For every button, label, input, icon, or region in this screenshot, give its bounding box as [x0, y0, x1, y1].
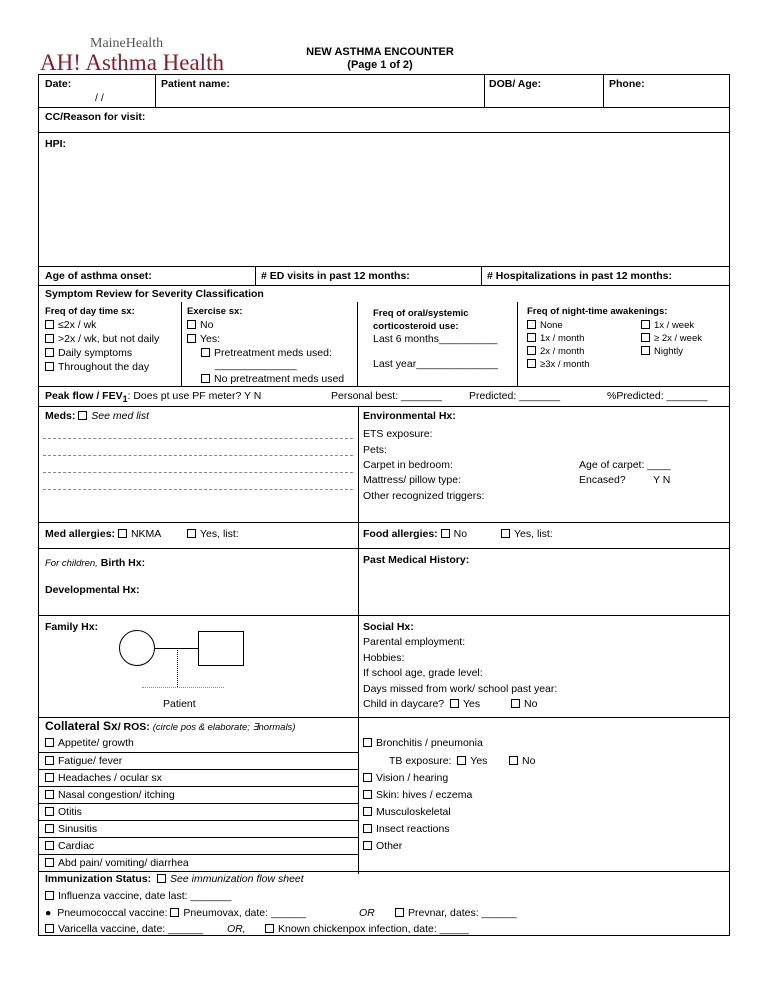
med-allergies[interactable] [45, 528, 161, 541]
oral-title-1: Freq of oral/systemic [373, 308, 469, 319]
ros-item: Otitis [58, 806, 82, 818]
oral-last6[interactable]: Last 6 months__________ [373, 333, 498, 345]
encased-label: Encased? [579, 474, 626, 486]
form-title [300, 46, 460, 72]
predicted[interactable]: Predicted: _______ [469, 390, 561, 402]
checkbox[interactable] [45, 891, 54, 900]
checkbox[interactable] [641, 333, 650, 342]
or-label: OR [359, 907, 375, 919]
checkbox[interactable] [187, 320, 196, 329]
day-option-4[interactable] [45, 361, 149, 374]
checkbox[interactable] [363, 807, 372, 816]
checkbox[interactable] [201, 348, 210, 357]
daycare[interactable] [363, 698, 480, 711]
ros-label: / ROS: [117, 721, 150, 733]
ros-right-3[interactable] [363, 789, 472, 802]
nkma-label: NKMA [130, 528, 162, 540]
ed-visits-label[interactable]: # ED visits in past 12 months: [261, 270, 410, 282]
night-none[interactable] [527, 319, 563, 332]
immun-label: Immunization Status: [45, 873, 152, 885]
night-1x-month[interactable] [527, 332, 584, 345]
or2-label: OR, [227, 923, 246, 935]
pretreatment-label: Pretreatment meds used: [214, 347, 332, 359]
ros-note: (circle pos & elaborate; ∃normals) [152, 722, 296, 733]
tb-exposure[interactable] [389, 755, 487, 768]
peak-label: Peak flow / FEV [45, 390, 123, 402]
checkbox[interactable] [265, 924, 274, 933]
ros-item: Sinusitis [58, 823, 98, 835]
night-label: 2x / month [540, 346, 585, 357]
ros-left-3[interactable] [45, 772, 162, 785]
day-option-label: >2x / wk, but not daily [58, 333, 160, 345]
ros-item: Headaches / ocular sx [58, 772, 162, 784]
night-nightly[interactable] [641, 345, 683, 358]
chickenpox-label: Known chickenpox infection, date: _____ [278, 923, 469, 935]
no-label: No [453, 528, 468, 540]
ros-left-6[interactable] [45, 823, 97, 836]
phone-label[interactable]: Phone: [609, 78, 645, 90]
night-label: 1x / month [540, 333, 585, 344]
ros-left-8[interactable] [45, 857, 189, 870]
ros-left-2[interactable] [45, 755, 122, 768]
day-option-2[interactable] [45, 333, 159, 346]
checkbox[interactable] [45, 824, 54, 833]
ros-item: Appetite/ growth [58, 737, 134, 749]
checkbox[interactable] [187, 529, 196, 538]
ros-item: Vision / hearing [376, 772, 449, 784]
page-number: (Page 1 of 2) [347, 59, 413, 71]
checkbox[interactable] [45, 362, 54, 371]
night-3x-month[interactable] [527, 358, 590, 371]
ros-right-5[interactable] [363, 823, 450, 836]
birth-label: Birth Hx: [100, 557, 146, 569]
checkbox[interactable] [363, 738, 372, 747]
checkbox[interactable] [363, 773, 372, 782]
ros-item: Abd pain/ vomiting/ diarrhea [58, 857, 189, 869]
night-label: None [540, 320, 563, 331]
night-label: Nightly [654, 346, 684, 357]
env-ets[interactable]: ETS exposure: [363, 428, 433, 440]
oral-last-year[interactable]: Last year______________ [373, 358, 498, 370]
patient-name-label[interactable]: Patient name: [161, 78, 230, 90]
env-triggers[interactable]: Other recognized triggers: [363, 490, 485, 502]
checkbox[interactable] [45, 773, 54, 782]
immunization-title [45, 873, 304, 886]
title-text: NEW ASTHMA ENCOUNTER [306, 46, 454, 58]
env-pets[interactable]: Pets: [363, 444, 387, 456]
checkbox[interactable] [363, 824, 372, 833]
meds-label: Meds: [45, 410, 76, 422]
med-allergies-yes[interactable] [187, 528, 239, 541]
chickenpox[interactable] [265, 923, 469, 936]
peak-sub: 1 [122, 394, 128, 405]
ros-left-1[interactable] [45, 737, 134, 750]
food-allergies-yes[interactable] [501, 528, 553, 541]
bullet-icon: ● [45, 907, 58, 919]
night-label: ≥3x / month [540, 359, 590, 370]
checkbox[interactable] [501, 529, 510, 538]
night-2x-week[interactable] [641, 332, 702, 345]
oral-title-2: corticosteroid use: [373, 321, 459, 332]
checkbox[interactable] [201, 374, 210, 383]
daycare-no[interactable] [511, 698, 537, 711]
day-option-label: ≤2x / wk [58, 319, 97, 331]
checkbox[interactable] [45, 334, 54, 343]
symptom-review-title: Symptom Review for Severity Classification [45, 288, 264, 300]
checkbox[interactable] [527, 320, 536, 329]
for-children: For children, [45, 558, 98, 569]
checkbox[interactable] [450, 699, 459, 708]
patient-label: Patient [163, 698, 196, 710]
date-slashes[interactable]: / / [95, 92, 104, 104]
onset-label[interactable]: Age of asthma onset: [45, 270, 152, 282]
encased-yn[interactable]: Y N [653, 474, 671, 486]
past-medical-history[interactable]: Past Medical History: [363, 554, 470, 566]
yes-list-label: Yes, list: [200, 528, 239, 540]
food-allergies-label: Food allergies: [363, 528, 438, 540]
varicella-label: Varicella vaccine, date: ______ [58, 923, 204, 935]
peak-flow-row[interactable] [45, 390, 261, 406]
med-allergies-label: Med allergies: [45, 528, 116, 540]
exercise-yes-label: Yes: [200, 333, 221, 345]
pedigree-male-symbol [198, 631, 244, 666]
ros-item: Bronchitis / pneumonia [376, 737, 483, 749]
hpi-label[interactable]: HPI: [45, 138, 66, 150]
immun-see: See immunization flow sheet [170, 873, 304, 885]
hobbies[interactable]: Hobbies: [363, 652, 405, 664]
env-title: Environmental Hx: [363, 410, 456, 422]
checkbox[interactable] [45, 348, 54, 357]
checkbox[interactable] [641, 320, 650, 329]
pneumovax-label: Pneumovax, date: ______ [183, 907, 307, 919]
org-name: MaineHealth [90, 36, 164, 51]
no-pretreatment-label: No pretreatment meds used [214, 373, 345, 385]
encounter-form [38, 74, 730, 936]
checkbox[interactable] [509, 756, 518, 765]
personal-best[interactable]: Personal best: _______ [331, 390, 442, 402]
no-label: No [522, 755, 536, 767]
ros-item: Nasal congestion/ itching [58, 789, 175, 801]
checkbox[interactable] [45, 807, 54, 816]
carpet-age[interactable]: Age of carpet: ____ [579, 459, 671, 471]
night-label: 1x / week [654, 320, 695, 331]
no-pretreatment[interactable] [201, 373, 344, 386]
date-label: Date: [45, 78, 72, 90]
influenza-vaccine[interactable] [45, 890, 231, 903]
prevnar-label: Prevnar, dates: ______ [408, 907, 517, 919]
flu-label: Influenza vaccine, date last: _______ [58, 890, 232, 902]
yes-label: Yes [462, 698, 481, 710]
checkbox[interactable] [363, 790, 372, 799]
ros-left-4[interactable] [45, 789, 175, 802]
percent-predicted[interactable]: %Predicted: _______ [607, 390, 708, 402]
checkbox[interactable] [45, 790, 54, 799]
family-hx-label[interactable]: Family Hx: [45, 621, 99, 633]
exercise-yes[interactable] [187, 333, 220, 346]
checkbox[interactable] [527, 333, 536, 342]
tb-label: TB exposure: [389, 755, 452, 767]
hospitalizations-label[interactable]: # Hospitalizations in past 12 months: [487, 270, 672, 282]
prevnar[interactable] [395, 907, 517, 920]
peak-question: : Does pt use PF meter? Y N [127, 390, 262, 402]
ros-left-5[interactable] [45, 806, 82, 819]
days-missed[interactable]: Days missed from work/ school past year: [363, 683, 558, 695]
checkbox[interactable] [45, 858, 54, 867]
food-allergies[interactable] [363, 528, 467, 541]
checkbox[interactable] [78, 411, 87, 420]
night-title: Freq of night-time awakenings: [527, 306, 668, 317]
checkbox[interactable] [641, 346, 650, 355]
ros-right-2[interactable] [363, 772, 448, 785]
no-label: No [524, 698, 538, 710]
dob-label[interactable]: DOB/ Age: [489, 78, 542, 90]
pretreatment-line[interactable]: ______________ [215, 359, 297, 371]
tb-no[interactable] [509, 755, 535, 768]
pedigree-female-symbol [119, 630, 155, 666]
checkbox[interactable] [170, 908, 179, 917]
checkbox[interactable] [118, 529, 127, 538]
ros-right-6[interactable] [363, 840, 402, 853]
parental-employment[interactable]: Parental employment: [363, 636, 466, 648]
brand-logo: AH! Asthma Health [40, 50, 224, 75]
checkbox[interactable] [45, 841, 54, 850]
checkbox[interactable] [511, 699, 520, 708]
ros-left-7[interactable] [45, 840, 94, 853]
meds-see: See med list [91, 410, 150, 422]
checkbox[interactable] [45, 320, 54, 329]
night-2x-month[interactable] [527, 345, 584, 358]
checkbox[interactable] [527, 346, 536, 355]
pneumo-label: Pneumococcal vaccine: [57, 907, 168, 919]
env-carpet[interactable]: Carpet in bedroom: [363, 459, 453, 471]
ros-right-1[interactable] [363, 737, 483, 750]
exercise-no-label: No [200, 319, 214, 331]
developmental-hx[interactable]: Developmental Hx: [45, 584, 140, 596]
ros-item: Cardiac [58, 840, 95, 852]
night-1x-week[interactable] [641, 319, 694, 332]
day-option-3[interactable] [45, 347, 132, 360]
checkbox[interactable] [45, 756, 54, 765]
ros-item: Musculoskeletal [376, 806, 451, 818]
ros-item: Other [376, 840, 403, 852]
birth-hx[interactable] [45, 557, 145, 570]
checkbox[interactable] [527, 359, 536, 368]
checkbox[interactable] [395, 908, 404, 917]
day-option-1[interactable] [45, 319, 96, 332]
checkbox[interactable] [457, 756, 466, 765]
night-label: ≥ 2x / week [654, 333, 702, 344]
collateral-label: Collateral Sx [45, 719, 118, 733]
yes-label: Yes [470, 755, 488, 767]
day-option-label: Throughout the day [58, 361, 150, 373]
daycare-label: Child in daycare? [363, 698, 445, 710]
social-title: Social Hx: [363, 621, 414, 633]
pneumococcal-vaccine[interactable] [45, 907, 306, 920]
day-option-label: Daily symptoms [58, 347, 133, 359]
checkbox[interactable] [187, 334, 196, 343]
checkbox[interactable] [157, 874, 166, 883]
ros-right-4[interactable] [363, 806, 451, 819]
ros-item: Insect reactions [376, 823, 450, 835]
meds-row[interactable] [45, 410, 149, 423]
varicella-vaccine[interactable] [45, 923, 203, 936]
yes-list-label: Yes, list: [514, 528, 553, 540]
checkbox[interactable] [363, 841, 372, 850]
checkbox[interactable] [45, 738, 54, 747]
checkbox[interactable] [441, 529, 450, 538]
day-sx-title: Freq of day time sx: [45, 306, 135, 317]
ros-item: Fatigue/ fever [58, 755, 123, 767]
cc-label[interactable]: CC/Reason for visit: [45, 111, 146, 123]
checkbox[interactable] [45, 924, 54, 933]
ros-title [45, 720, 295, 734]
grade-level[interactable]: If school age, grade level: [363, 667, 483, 679]
exercise-title: Exercise sx: [187, 306, 243, 317]
ros-item: Skin: hives / eczema [376, 789, 473, 801]
env-mattress[interactable]: Mattress/ pillow type: [363, 474, 462, 486]
exercise-no[interactable] [187, 319, 213, 332]
